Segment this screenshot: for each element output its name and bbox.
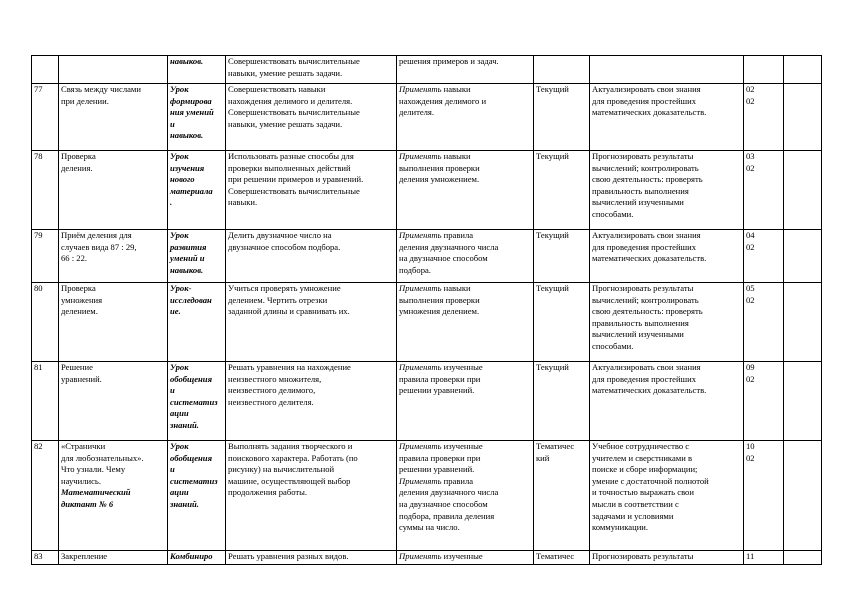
control-type-text: Текущий [536, 283, 569, 293]
lesson-type [168, 84, 226, 151]
lesson-type-line: Комбиниро [170, 551, 213, 561]
lesson-type-line: ации [170, 487, 189, 498]
table-row [32, 56, 822, 84]
lesson-type-line: Урок [170, 84, 189, 94]
lesson-topic-line: Закрепление [61, 551, 108, 561]
control-type [534, 230, 590, 283]
uud-skills [590, 441, 744, 551]
extra-column [784, 283, 822, 362]
lesson-date-line: 02 [746, 241, 755, 252]
lesson-type-line: навыков. [170, 264, 204, 275]
lesson-type-line: нового [170, 174, 195, 185]
lesson-date-line: 02 [746, 95, 755, 106]
lesson-content-line: неизвестного делимого, [228, 385, 316, 396]
lesson-type-line: материала [170, 185, 213, 196]
lesson-type-line: систематиз [170, 396, 218, 407]
lesson-number-text: 81 [34, 362, 43, 372]
lesson-topic-line: для любознательных». [61, 452, 144, 463]
lesson-topic-line: «Странички [61, 441, 106, 451]
lesson-type-line: Урок [170, 362, 189, 372]
lesson-content [226, 151, 397, 230]
lesson-type-line: и [170, 385, 175, 396]
lesson-type-line: и [170, 464, 175, 475]
student-activity-line: деления двузначного числа [399, 241, 499, 252]
lesson-topic-line: Приём деления для [61, 230, 132, 240]
lesson-topic-line: делением. [61, 306, 98, 317]
uud-skills-line: вычислений; контролировать [592, 162, 699, 173]
lesson-content-line: Решать уравнения разных видов. [228, 551, 349, 561]
lesson-topic-line: деления. [61, 162, 93, 173]
lesson-topic-line: при делении. [61, 95, 109, 106]
student-activity-line: Применять навыки [399, 283, 471, 293]
lesson-content-line: навыки. [228, 197, 258, 208]
lesson-topic-line: Решение [61, 362, 93, 372]
lesson-content-line: Совершенствовать навыки [228, 84, 326, 94]
lesson-date [744, 362, 784, 441]
lesson-date [744, 151, 784, 230]
uud-skills-line: задачами и условиями [592, 510, 674, 521]
extra-column [784, 84, 822, 151]
student-activity [397, 56, 534, 84]
control-type-text: Текущий [536, 230, 569, 240]
control-type-text: Текущий [536, 362, 569, 372]
lesson-content-line: нахождения делимого и делителя. [228, 95, 353, 106]
lesson-type [168, 441, 226, 551]
control-type-line: кий [536, 452, 550, 463]
lesson-content-line: Совершенствовать вычислительные [228, 56, 360, 66]
control-type-line: Тематичес [536, 441, 575, 451]
student-activity-line: Применять изученные [399, 362, 483, 372]
lesson-content-line: Совершенствовать вычислительные [228, 107, 360, 118]
uud-skills-line: правильность выполнения [592, 185, 689, 196]
lesson-date-line: 02 [746, 294, 755, 305]
uud-skills-line: Учебное сотрудничество с [592, 441, 690, 451]
lesson-type-line: ие. [170, 306, 181, 317]
lesson-type-line: и [170, 118, 175, 129]
lesson-content-line: Совершенствовать вычислительные [228, 185, 360, 196]
student-activity [397, 551, 534, 565]
uud-skills-line: математических доказательств. [592, 107, 707, 118]
lesson-type-line: знаний. [170, 419, 199, 430]
lesson-content-line: делением. Чертить отрезки [228, 294, 328, 305]
uud-skills-line: учителем и сверстниками в [592, 452, 693, 463]
lesson-date [744, 84, 784, 151]
lesson-content-line: рисунку) на вычислительной [228, 464, 335, 475]
table-row [32, 441, 822, 551]
lesson-number-text: 80 [34, 283, 43, 293]
table-row [32, 362, 822, 441]
lesson-number [32, 362, 59, 441]
lesson-type-line: развития [170, 241, 207, 252]
lesson-topic-line: Проверка [61, 283, 96, 293]
student-activity [397, 84, 534, 151]
lesson-date [744, 551, 784, 565]
lesson-type [168, 151, 226, 230]
student-activity-line: суммы на число. [399, 522, 460, 533]
lesson-content [226, 362, 397, 441]
lesson-number [32, 151, 59, 230]
lesson-topic-line: умножения [61, 294, 103, 305]
lesson-number [32, 551, 59, 565]
student-activity-line: выполнения проверки [399, 294, 480, 305]
lesson-content-line: заданной длины и сравнивать их. [228, 306, 350, 317]
control-type [534, 151, 590, 230]
lesson-type-line: ации [170, 408, 189, 419]
lesson-type [168, 283, 226, 362]
lesson-content-line: поискового характера. Работать (по [228, 452, 358, 463]
lesson-content-line: двузначное способом подбора. [228, 241, 341, 252]
student-activity-line: на двузначное способом [399, 253, 488, 264]
student-activity-line: решения примеров и задач. [399, 56, 499, 66]
uud-skills-line: математических доказательств. [592, 385, 707, 396]
student-activity-line: на двузначное способом [399, 498, 488, 509]
table-row [32, 230, 822, 283]
lesson-type-line: знаний. [170, 498, 199, 509]
student-activity-line: подбора, правила деления [399, 510, 495, 521]
student-activity [397, 441, 534, 551]
control-type [534, 84, 590, 151]
lesson-number [32, 84, 59, 151]
lesson-number-text: 79 [34, 230, 43, 240]
lesson-content-line: неизвестного множителя, [228, 373, 322, 384]
lesson-type-line: навыков. [170, 56, 204, 66]
lesson-number-text: 82 [34, 441, 43, 451]
student-activity-line: умножения делением. [399, 306, 480, 317]
lesson-date-line: 02 [746, 162, 755, 173]
uud-skills-line: правильность выполнения [592, 317, 689, 328]
extra-column [784, 56, 822, 84]
lesson-date-line: 09 [746, 362, 755, 372]
lesson-date-line: 02 [746, 373, 755, 384]
table-row [32, 551, 822, 565]
lesson-type-line: Урок- [170, 283, 192, 293]
lesson-content [226, 84, 397, 151]
student-activity-line: деления двузначного числа [399, 487, 499, 498]
lesson-type-line: обобщения [170, 452, 213, 463]
lesson-content-line: навыки, умение решать задачи. [228, 67, 343, 78]
control-type-text: Текущий [536, 84, 569, 94]
lesson-topic [59, 56, 168, 84]
uud-skills-line: Актуализировать свои знания [592, 362, 701, 372]
extra-column [784, 362, 822, 441]
uud-skills [590, 283, 744, 362]
student-activity [397, 151, 534, 230]
student-activity-line: Применять навыки [399, 84, 471, 94]
student-activity-line: решении уравнений. [399, 385, 475, 396]
lesson-type-line: . [170, 197, 173, 208]
uud-skills-line: математических доказательств. [592, 253, 707, 264]
lesson-type-line: Урок [170, 441, 189, 451]
lesson-type [168, 56, 226, 84]
control-type [534, 362, 590, 441]
lesson-date-line: 03 [746, 151, 755, 161]
uud-skills-line: вычислений изученными [592, 329, 684, 340]
lesson-date [744, 283, 784, 362]
student-activity-line: решении уравнений. [399, 464, 475, 475]
lesson-topic [59, 283, 168, 362]
lesson-number [32, 283, 59, 362]
lesson-plan-table [31, 55, 822, 565]
lesson-topic-line: 66 : 22. [61, 253, 88, 264]
lesson-type-line: Урок [170, 151, 189, 161]
uud-skills-line: коммуникации. [592, 522, 649, 533]
control-type-text: Тематичес [536, 551, 575, 561]
lesson-content [226, 283, 397, 362]
lesson-content-line: машине, осуществляющей выбор [228, 475, 351, 486]
uud-skills-line: свою деятельность: проверять [592, 306, 703, 317]
lesson-type [168, 362, 226, 441]
control-type [534, 551, 590, 565]
lesson-topic [59, 441, 168, 551]
student-activity-line: правила проверки при [399, 452, 481, 463]
uud-skills-line: мысли в соответствии с [592, 498, 679, 509]
student-activity [397, 362, 534, 441]
uud-skills-line: поиске и сборе информации; [592, 464, 698, 475]
extra-column [784, 551, 822, 565]
student-activity-line: Применять изученные [399, 551, 483, 561]
lesson-number [32, 56, 59, 84]
uud-skills [590, 230, 744, 283]
lesson-type-line: навыков. [170, 130, 204, 141]
uud-skills [590, 84, 744, 151]
student-activity-line: деления умножением. [399, 174, 480, 185]
uud-skills-line: вычислений; контролировать [592, 294, 699, 305]
lesson-topic-line: научились. [61, 475, 101, 486]
lesson-content [226, 551, 397, 565]
lesson-date [744, 56, 784, 84]
extra-column [784, 230, 822, 283]
student-activity-line: Применять изученные [399, 441, 483, 451]
lesson-type-line: формирова [170, 95, 212, 106]
uud-skills-line: и точностью выражать свои [592, 487, 694, 498]
lesson-content-line: Решать уравнения на нахождение [228, 362, 351, 372]
test-label: диктант № 6 [61, 498, 114, 509]
lesson-type-line: Урок [170, 230, 189, 240]
table-row [32, 283, 822, 362]
lesson-topic-line: уравнений. [61, 373, 102, 384]
uud-skills-line: свою деятельность: проверять [592, 174, 703, 185]
lesson-content [226, 230, 397, 283]
uud-skills-line: для проведения простейших [592, 95, 697, 106]
lesson-date [744, 230, 784, 283]
uud-skills [590, 551, 744, 565]
uud-skills [590, 151, 744, 230]
lesson-topic [59, 551, 168, 565]
uud-skills-line: Прогнозировать результаты [592, 551, 694, 561]
lesson-number-text: 77 [34, 84, 43, 94]
lesson-type-line: систематиз [170, 475, 218, 486]
lesson-type [168, 230, 226, 283]
lesson-date [744, 441, 784, 551]
lesson-type-line: обобщения [170, 373, 213, 384]
lesson-content-line: продолжения работы. [228, 487, 308, 498]
lesson-date-line: 10 [746, 441, 755, 451]
lesson-date-line: 02 [746, 452, 755, 463]
lesson-content-line: неизвестного делителя. [228, 396, 314, 407]
student-activity-line: выполнения проверки [399, 162, 480, 173]
lesson-date-line: 04 [746, 230, 755, 240]
uud-skills-line: способами. [592, 208, 634, 219]
student-activity [397, 283, 534, 362]
uud-skills-line: умение с достаточной полнотой [592, 475, 709, 486]
lesson-topic-line: Что узнали. Чему [61, 464, 126, 475]
extra-column [784, 151, 822, 230]
lesson-topic [59, 362, 168, 441]
uud-skills-line: для проведения простейших [592, 241, 697, 252]
lesson-content-line: Выполнять задания творческого и [228, 441, 353, 451]
lesson-type [168, 551, 226, 565]
lesson-content [226, 441, 397, 551]
lesson-date-line: 05 [746, 283, 755, 293]
lesson-type-line: исследован [170, 294, 212, 305]
student-activity-line: подбора. [399, 264, 431, 275]
uud-skills-line: Прогнозировать результаты [592, 151, 694, 161]
table-row [32, 84, 822, 151]
student-activity-line: Применять навыки [399, 151, 471, 161]
uud-skills-line: Актуализировать свои знания [592, 230, 701, 240]
lesson-topic [59, 151, 168, 230]
lesson-content-line: проверки выполненных действий [228, 162, 351, 173]
uud-skills-line: способами. [592, 340, 634, 351]
uud-skills [590, 362, 744, 441]
test-label: Математический [61, 487, 131, 498]
control-type [534, 441, 590, 551]
uud-skills-line: Актуализировать свои знания [592, 84, 701, 94]
control-type [534, 283, 590, 362]
extra-column [784, 441, 822, 551]
control-type [534, 56, 590, 84]
lesson-content-line: Использовать разные способы для [228, 151, 354, 161]
student-activity-line: правила проверки при [399, 373, 481, 384]
lesson-content [226, 56, 397, 84]
lesson-topic-line: Проверка [61, 151, 96, 161]
table-row [32, 151, 822, 230]
lesson-content-line: Делить двузначное число на [228, 230, 332, 240]
lesson-topic [59, 230, 168, 283]
lesson-content-line: навыки, умение решать задачи. [228, 118, 343, 129]
lesson-date-line: 02 [746, 84, 755, 94]
student-activity [397, 230, 534, 283]
lesson-content-line: Учиться проверять умножение [228, 283, 341, 293]
lesson-number-text: 78 [34, 151, 43, 161]
uud-skills-line: Прогнозировать результаты [592, 283, 694, 293]
lesson-type-line: ния умений [170, 107, 214, 118]
lesson-topic-line: случаев вида 87 : 29, [61, 241, 137, 252]
lesson-content-line: при решении примеров и уравнений. [228, 174, 364, 185]
lesson-topic-line: Связь между числами [61, 84, 141, 94]
lesson-number-text: 83 [34, 551, 43, 561]
lesson-date-line: 11 [746, 551, 755, 561]
student-activity-line: нахождения делимого и [399, 95, 487, 106]
uud-skills [590, 56, 744, 84]
student-activity-line: Применять правила [399, 475, 474, 486]
student-activity-line: Применять правила [399, 230, 474, 240]
lesson-type-line: изучения [170, 162, 205, 173]
uud-skills-line: для проведения простейших [592, 373, 697, 384]
lesson-number [32, 230, 59, 283]
lesson-number [32, 441, 59, 551]
lesson-type-line: умений и [170, 253, 205, 264]
student-activity-line: делителя. [399, 107, 435, 118]
lesson-topic [59, 84, 168, 151]
control-type-text: Текущий [536, 151, 569, 161]
uud-skills-line: вычислений изученными [592, 197, 684, 208]
